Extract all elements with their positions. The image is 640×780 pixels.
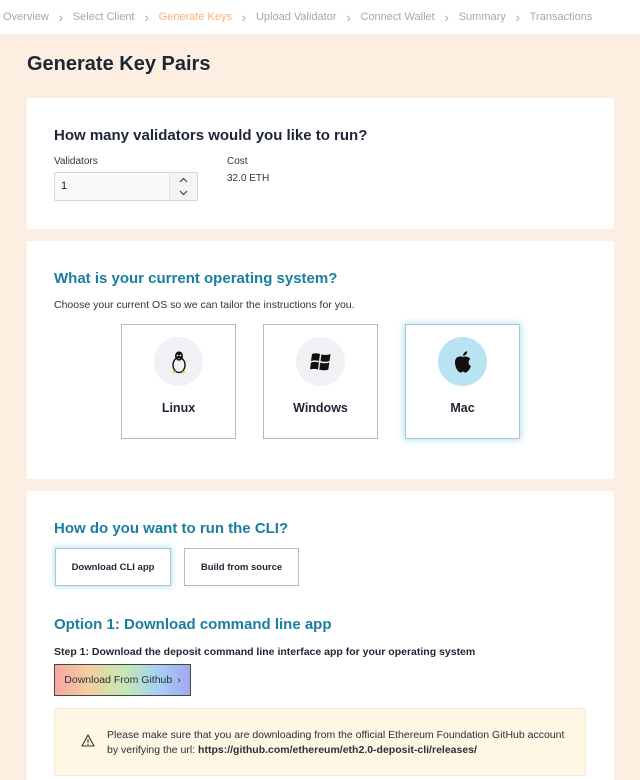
warning-url[interactable]: https://github.com/ethereum/eth2.0-deposit-cli/releases/ xyxy=(198,744,477,756)
validators-value[interactable]: 1 xyxy=(61,180,68,192)
step-upload-validator[interactable]: Upload Validator xyxy=(255,11,337,23)
os-name-mac: Mac xyxy=(450,401,475,415)
chevron-right-icon: › xyxy=(58,9,64,25)
step-transactions[interactable]: Transactions xyxy=(529,11,593,23)
warning-text xyxy=(107,728,577,758)
validators-card xyxy=(27,98,614,229)
validators-label: Validators xyxy=(54,156,98,167)
os-subtitle: Choose your current OS so we can tailor the instructions for you. xyxy=(54,299,355,311)
page-title: Generate Key Pairs xyxy=(27,53,211,75)
os-question: What is your current operating system? xyxy=(54,270,338,287)
os-option-windows[interactable] xyxy=(263,324,378,439)
step-generate-keys[interactable]: Generate Keys xyxy=(158,11,232,23)
cost-label: Cost xyxy=(227,156,248,167)
download-from-github-button[interactable] xyxy=(54,664,191,696)
validators-stepper xyxy=(169,173,197,200)
os-option-mac[interactable] xyxy=(405,324,520,439)
step-summary[interactable]: Summary xyxy=(458,11,506,23)
warning-icon xyxy=(81,734,95,752)
download-from-github-label: Download From Github xyxy=(64,674,173,686)
chevron-right-icon: › xyxy=(144,9,149,25)
cost-value: 32.0 ETH xyxy=(227,173,270,184)
warning-message: Please make sure that you are downloading from the official Ethereum Foundation GitHub account by verifying the url: xyxy=(107,729,565,756)
os-name-linux: Linux xyxy=(161,401,196,415)
step-overview[interactable]: Overview xyxy=(3,11,49,23)
option1-title: Option 1: Download command line app xyxy=(54,616,332,633)
chevron-right-icon: › xyxy=(346,9,351,25)
apple-icon xyxy=(438,337,487,386)
linux-icon xyxy=(154,337,203,386)
step1-text: Step 1: Download the deposit command line interface app for your operating system xyxy=(54,646,476,658)
windows-icon xyxy=(296,337,345,386)
chevron-right-icon: › xyxy=(515,9,520,25)
chevron-down-icon[interactable] xyxy=(170,187,197,201)
warning-callout xyxy=(54,708,586,776)
os-option-linux[interactable] xyxy=(121,324,236,439)
step-connect-wallet[interactable]: Connect Wallet xyxy=(360,11,435,23)
chevron-up-icon[interactable] xyxy=(170,173,197,187)
chevron-right-icon: › xyxy=(241,9,247,25)
cli-card xyxy=(27,491,614,780)
chevron-right-icon: › xyxy=(177,674,181,686)
cli-question: How do you want to run the CLI? xyxy=(54,520,289,537)
os-card xyxy=(27,241,614,479)
validators-input[interactable] xyxy=(54,172,198,201)
build-from-source-button[interactable]: Build from source xyxy=(184,548,299,586)
step-select-client[interactable]: Select Client xyxy=(72,11,135,23)
validators-question: How many validators would you like to run? xyxy=(54,127,368,144)
step-navigation xyxy=(0,0,640,34)
os-name-windows: Windows xyxy=(293,401,348,415)
chevron-right-icon: › xyxy=(444,9,449,25)
download-cli-app-button[interactable]: Download CLI app xyxy=(55,548,171,586)
